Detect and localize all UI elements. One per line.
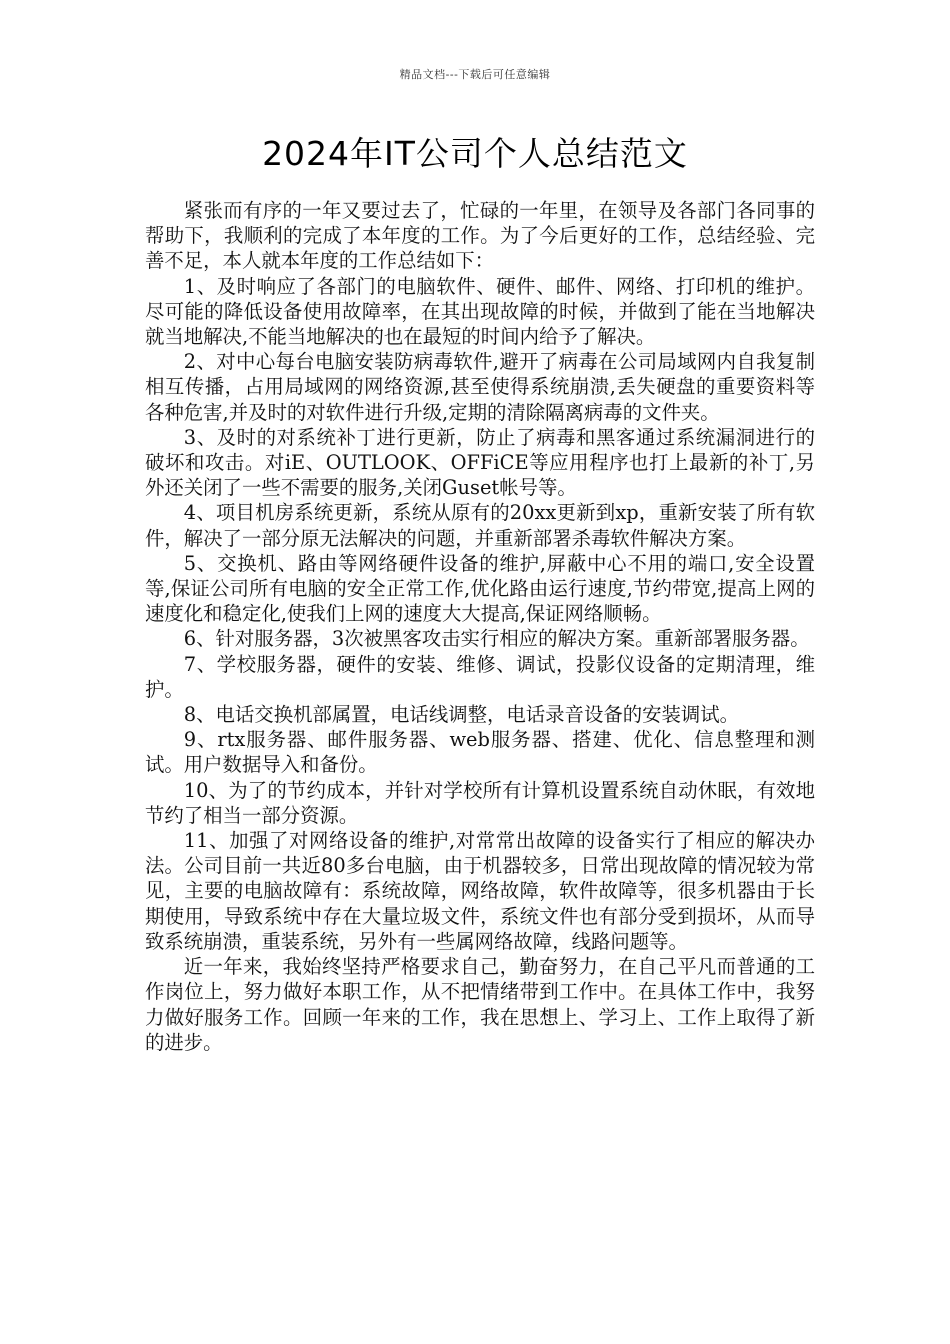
paragraph-item-9: 9、rtx服务器、邮件服务器、web服务器、搭建、优化、信息整理和测试。用户数据导入和备份。 bbox=[145, 728, 815, 777]
paragraph-item-3: 3、及时的对系统补丁进行更新，防止了病毒和黑客通过系统漏洞进行的破坏和攻击。对iE、OUTLOOK、OFFiCE等应用程序也打上最新的补丁,另外还关闭了一些不需要的服务,关闭Guset帐号等。 bbox=[145, 425, 815, 500]
paragraph-intro: 紧张而有序的一年又要过去了，忙碌的一年里，在领导及各部门各同事的帮助下，我顺利的完成了本年度的工作。为了今后更好的工作，总结经验、完善不足，本人就本年度的工作总结如下： bbox=[145, 199, 815, 273]
paragraph-item-10: 10、为了的节约成本，并针对学校所有计算机设置系统自动休眠，有效地节约了相当一部分资源。 bbox=[145, 778, 815, 827]
document-title: 2024年IT公司个人总结范文 bbox=[262, 134, 688, 173]
document-body bbox=[145, 198, 815, 1055]
paragraph-item-2: 2、对中心每台电脑安装防病毒软件,避开了病毒在公司局域网内自我复制相互传播，占用局域网的网络资源,甚至使得系统崩溃,丢失硬盘的重要资料等各种危害,并及时的对软件进行升级,定期的清除隔离病毒的文件夹。 bbox=[145, 350, 815, 424]
paragraph-conclusion: 近一年来，我始终坚持严格要求自己，勤奋努力，在自己平凡而普通的工作岗位上，努力做好本职工作，从不把情绪带到工作中。在具体工作中，我努力做好服务工作。回顾一年来的工作，我在思想上、学习上、工作上取得了新的进步。 bbox=[145, 955, 815, 1054]
paragraph-item-11: 11、加强了对网络设备的维护,对常常出故障的设备实行了相应的解决办法。公司目前一共近80多台电脑，由于机器较多，日常出现故障的情况较为常见，主要的电脑故障有：系统故障，网络故障，软件故障等，很多机器由于长期使用，导致系统中存在大量垃圾文件，系统文件也有部分受到损坏，从而导致系统崩溃，重装系统，另外有一些属网络故障，线路问题等。 bbox=[145, 829, 815, 953]
header-note: 精品文档---下载后可任意编辑 bbox=[399, 68, 551, 81]
paragraph-item-6: 6、针对服务器，3次被黑客攻击实行相应的解决方案。重新部署服务器。 bbox=[183, 627, 810, 651]
paragraph-item-8: 8、电话交换机部属置，电话线调整，电话录音设备的安装调试。 bbox=[183, 703, 740, 727]
paragraph-item-1: 1、及时响应了各部门的电脑软件、硬件、邮件、网络、打印机的维护。尽可能的降低设备使用故障率，在其出现故障的时候，并做到了能在当地解决就当地解决,不能当地解决的也在最短的时间内给予了解决。 bbox=[145, 274, 815, 349]
paragraph-item-5: 5、交换机、路由等网络硬件设备的维护,屏蔽中心不用的端口,安全设置等,保证公司所有电脑的安全正常工作,优化路由运行速度,节约带宽,提高上网的速度化和稳定化,使我们上网的速度大大提高,保证网络顺畅。 bbox=[145, 551, 815, 626]
paragraph-item-7: 7、学校服务器，硬件的安装、维修、调试，投影仪设备的定期清理，维护。 bbox=[145, 652, 815, 701]
paragraph-item-4: 4、项目机房系统更新，系统从原有的20xx更新到xp，重新安装了所有软件，解决了一部分原无法解决的问题，并重新部署杀毒软件解决方案。 bbox=[145, 501, 815, 550]
